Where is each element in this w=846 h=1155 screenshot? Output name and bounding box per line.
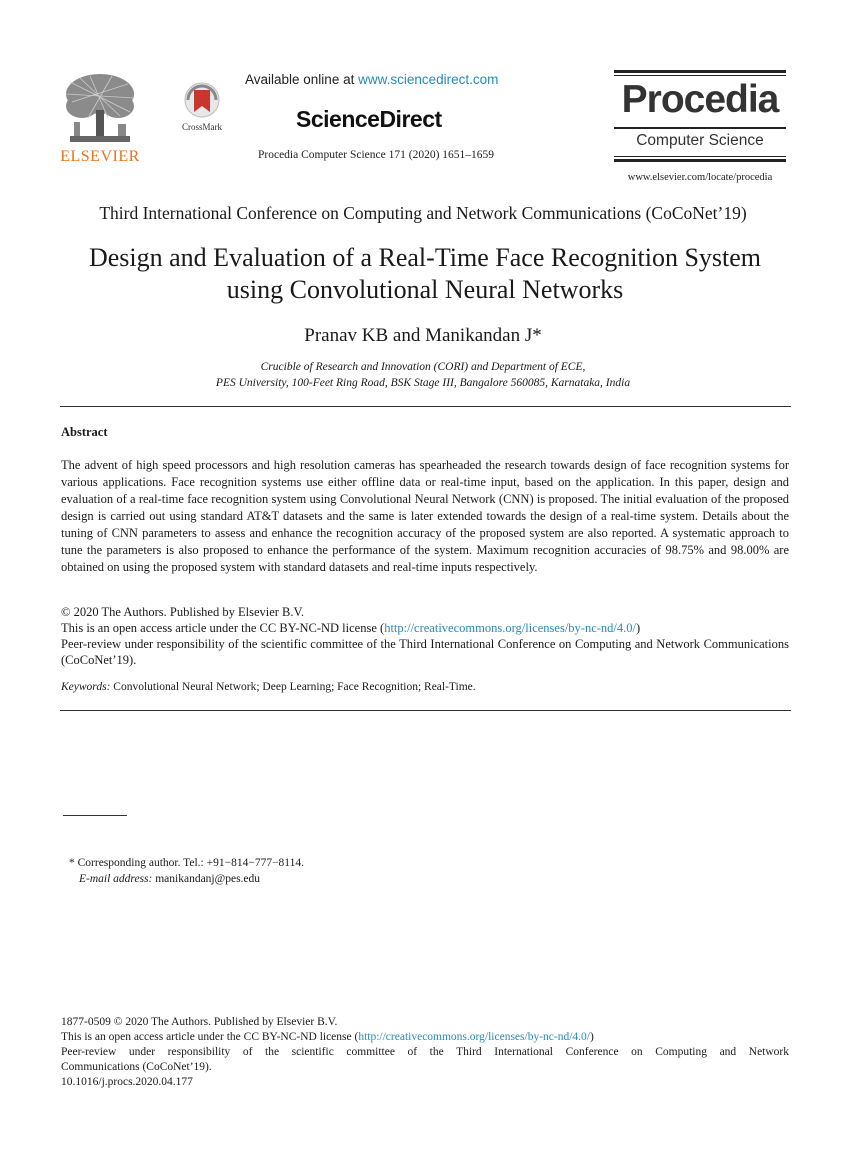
elsevier-wordmark: ELSEVIER bbox=[60, 148, 140, 165]
paper-title bbox=[40, 242, 810, 306]
procedia-wordmark: Procedia bbox=[621, 78, 779, 121]
procedia-logo bbox=[614, 70, 786, 166]
open-access-suffix: ) bbox=[635, 621, 641, 635]
abstract-body: The advent of high speed processors and high resolution cameras has spearheaded the research towards design of face recognition systems for various applications. Face recognition systems use either offline data or real-time input, based on the application. In this paper, design and evaluation of a real-time face recognition system using Convolutional Neural Network (CNN) is proposed. The initial evaluation of the proposed design is carried out using standard AT&T datasets and the same is later extended towards the design of a real-time system. Details about the tuning of CNN parameters to assess and enhance the recognition accuracy of the proposed system are also reported. A systematic approach to tune the parameters is also proposed to enhance the performance of the system. Maximum recognition accuracies of 98.75% and 98.00% are obtained on using the proposed system with standard datasets and real-time inputs respectively. bbox=[61, 458, 789, 574]
procedia-rule-bottom-thin bbox=[614, 156, 786, 157]
procedia-rule-top bbox=[614, 70, 786, 73]
sciencedirect-title: ScienceDirect bbox=[296, 106, 442, 132]
copyright-line: © 2020 The Authors. Published by Elsevier B.V. bbox=[61, 605, 305, 619]
available-prefix: Available online at bbox=[245, 72, 359, 87]
license-link[interactable]: http://creativecommons.org/licenses/by-nc-nd/4.0/ bbox=[384, 621, 636, 635]
conference-name: Third International Conference on Computing and Network Communications (CoCoNet’19) bbox=[99, 203, 747, 223]
affiliation bbox=[0, 360, 846, 391]
footnote bbox=[69, 855, 304, 887]
bottom-open-access-prefix: This is an open access article under the CC BY-NC-ND license ( bbox=[61, 1031, 359, 1043]
open-access-line bbox=[61, 620, 789, 636]
footnote-rule bbox=[63, 815, 127, 816]
elsevier-logo bbox=[60, 72, 140, 168]
bottom-peer-review-line-2: Communications (CoCoNet’19). bbox=[61, 1061, 212, 1073]
procedia-rule-top-thin bbox=[614, 75, 786, 76]
available-online bbox=[245, 72, 498, 87]
divider-bottom bbox=[60, 710, 791, 711]
license-block bbox=[61, 604, 789, 668]
procedia-subtitle: Computer Science bbox=[636, 132, 764, 149]
bottom-open-access-line bbox=[61, 1030, 789, 1045]
doi[interactable]: 10.1016/j.procs.2020.04.177 bbox=[61, 1076, 193, 1088]
crossmark-badge[interactable] bbox=[172, 80, 232, 136]
keywords bbox=[61, 681, 789, 693]
peer-review-line: Peer-review under responsibility of the scientific committee of the Third International Conference on Computing and Network Communications (CoCoNet’19). bbox=[61, 637, 789, 667]
keywords-list: Convolutional Neural Network; Deep Learning; Face Recognition; Real-Time. bbox=[110, 681, 476, 693]
sciencedirect-link[interactable]: www.sciencedirect.com bbox=[358, 72, 499, 87]
divider-top bbox=[60, 406, 791, 407]
crossmark-label: CrossMark bbox=[182, 122, 222, 132]
journal-citation: Procedia Computer Science 171 (2020) 1651–1659 bbox=[258, 149, 495, 161]
affiliation-line-2: PES University, 100-Feet Ring Road, BSK Stage III, Bangalore 560085, Karnataka, India bbox=[215, 376, 631, 389]
bottom-info bbox=[61, 1015, 789, 1090]
title-line-1: Design and Evaluation of a Real-Time Face Recognition System bbox=[88, 243, 762, 272]
email-line bbox=[69, 871, 304, 887]
bottom-license-link[interactable]: http://creativecommons.org/licenses/by-nc-nd/4.0/ bbox=[358, 1031, 590, 1043]
journal-url[interactable]: www.elsevier.com/locate/procedia bbox=[627, 172, 773, 183]
issn-line: 1877-0509 © 2020 The Authors. Published by Elsevier B.V. bbox=[61, 1016, 338, 1028]
keywords-label: Keywords: bbox=[61, 681, 111, 693]
authors: Pranav KB and Manikandan J* bbox=[304, 325, 542, 346]
affiliation-line-1: Crucible of Research and Innovation (CORI) and Department of ECE, bbox=[260, 361, 586, 373]
abstract-heading: Abstract bbox=[61, 425, 108, 439]
title-line-2: using Convolutional Neural Networks bbox=[226, 275, 624, 304]
corresponding-author: * Corresponding author. Tel.: +91−814−777−8114. bbox=[69, 857, 304, 869]
crossmark-icon bbox=[172, 80, 232, 122]
procedia-rule-mid bbox=[614, 127, 786, 129]
bottom-open-access-suffix: ) bbox=[589, 1031, 594, 1043]
elsevier-tree-icon bbox=[60, 72, 140, 148]
procedia-rule-bottom bbox=[614, 159, 786, 162]
bottom-peer-review-line-1: Peer-review under responsibility of the scientific committee of the Third International Conference on Computing and Network bbox=[61, 1046, 789, 1058]
open-access-prefix: This is an open access article under the CC BY-NC-ND license ( bbox=[61, 621, 385, 635]
email-address[interactable]: manikandanj@pes.edu bbox=[152, 873, 261, 885]
email-label: E-mail address: bbox=[79, 873, 153, 885]
